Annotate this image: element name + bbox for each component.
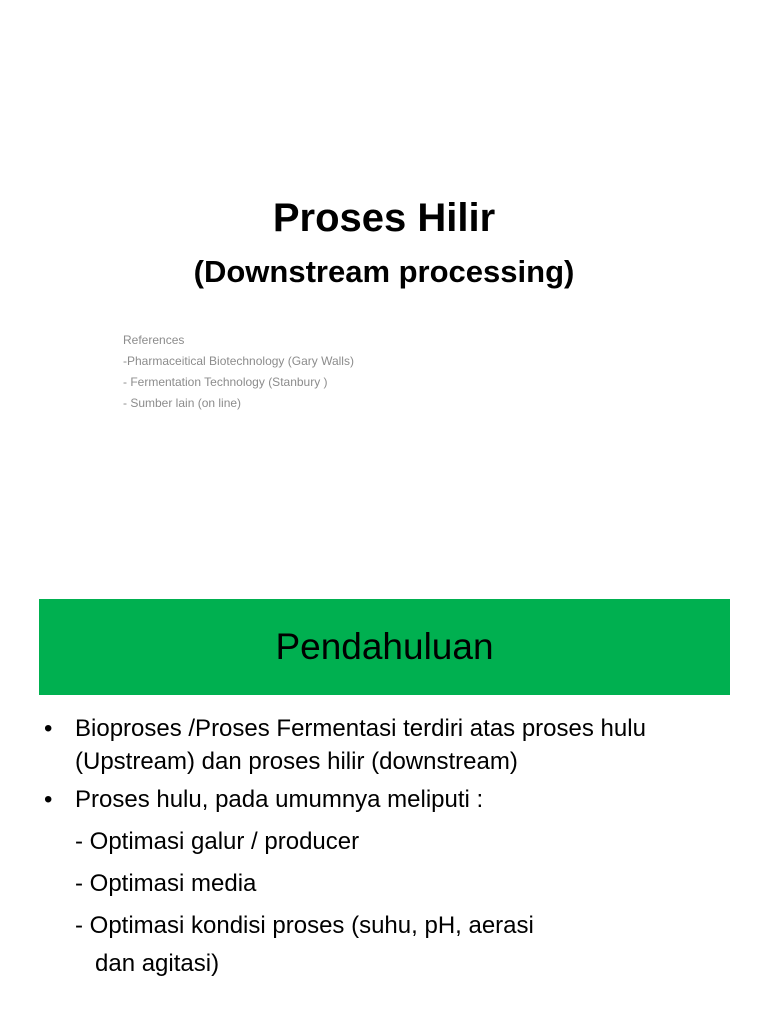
references-heading: References — [123, 333, 185, 347]
bullet-item — [44, 783, 744, 816]
sub-item: - Optimasi kondisi proses (suhu, pH, aerasi — [75, 912, 534, 939]
sub-item-continuation: dan agitasi) — [95, 950, 220, 977]
reference-item: -Pharmaceitical Biotechnology (Gary Walls) — [123, 354, 354, 368]
sub-item: - Optimasi galur / producer — [75, 828, 360, 855]
bullet-dot-icon: • — [44, 715, 53, 742]
reference-item: - Sumber lain (on line) — [123, 396, 242, 410]
reference-item: - Fermentation Technology (Stanbury ) — [123, 375, 328, 389]
references-list — [123, 330, 354, 414]
bullet-item — [44, 712, 744, 778]
bullet-line: (Upstream) dan proses hilir (downstream) — [75, 748, 518, 775]
sub-item: - Optimasi media — [75, 870, 257, 897]
header-band — [39, 599, 730, 695]
section-title: Pendahuluan — [275, 626, 494, 667]
bullet-dot-icon: • — [44, 786, 53, 813]
content-slide — [0, 578, 768, 1024]
slide-subtitle: (Downstream processing) — [193, 254, 575, 289]
slide-body — [44, 712, 744, 980]
bullet-line: Proses hulu, pada umumnya meliputi : — [75, 786, 484, 813]
bullet-line: Bioproses /Proses Fermentasi terdiri atas proses hulu — [75, 715, 646, 742]
slide-title: Proses Hilir — [272, 196, 496, 240]
